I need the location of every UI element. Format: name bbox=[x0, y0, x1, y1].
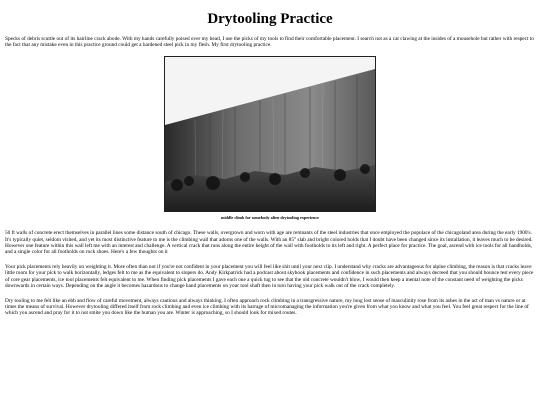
body-paragraph: Your pick placements rely heavily on weighting it. More often than not if you're not confident in your placement you will feel like shit until your next clip. I understand why cracks are advantageous for alpine climbing, the reason is that cracks leave little room for your pick to walk horizontally, ledges felt to me as the equivalent to slopers do. Andy Kirkpatrick had a podcast about skyhook placements and confidence in such placements and always decreed that you should bounce test every piece of core gear placements, ice tool placements felt equivalent to me. When finding pick placements I gave each one a quick tug to see that the old concrete wouldn't blow, I would then keep a mental note of the constant need of weighting the picks downwards in certain ways. Depending on the angle it becomes hazardous to change hand placements on your tool shaft then in turn having your pick walk out of the crack completely. bbox=[5, 264, 534, 289]
page-title: Drytooling Practice bbox=[207, 11, 333, 27]
figure bbox=[5, 56, 535, 220]
figure-caption: middle climb for somebody alien drytooling experience bbox=[220, 215, 320, 221]
body-paragraph: Dry tooling to me felt like an ebb and flow of careful movement, always cautious and always thinking. I often approach rock climbing in a transgressive nature, my long lost sense of masculinity rose from its ashes in the act of man vs nature or at times the means of survival. However drytooling differed itself from rock climbing and even ice climbing with its barrage of micromanaging the information you're given from what you know and what you feel. You feel great respect for the line of which you ascend and pray for it to not smite you down like the human you are. Winter is approaching, so I should look for mixed routes. bbox=[5, 298, 529, 317]
concrete-wall-photo bbox=[164, 56, 376, 212]
intro-paragraph: Specks of debris scuttle out of its hairline crack abode. With my hands carefully poised over my head, I use the picks of my tools to find their comfortable placement. I search not as a cat clawing at the insides of a mousehole but rather with respect to the fact that any mistake even in this practice ground could get a hardened steel pick in my flesh. My first drytooling practice. bbox=[5, 36, 534, 49]
body-paragraph: 50 ft walls of concrete erect themselves in parallel lines some distance south of chicago. These walls, overgrown and worn with age are remnants of the steel industries that once employed the populace of the chicagoland area during the early 1900's. It's typically quiet, seldom visited, and yet its most distinctive feature to me is the climbing wall that adorns one of the walls. With an 85° slab and bright colored holds that I doubt have been changed since its installation, it leaves much to be desired. However one feature within this wall left me with an interest and challenge. A vertical crack that runs along the entire height of the wall with footholds to its left and right. A perfect place for practice. The goal, ascend with ice tools for all handholds, and a single color for all footholds on rock shoes. Here's a few thoughts on it bbox=[5, 230, 533, 256]
